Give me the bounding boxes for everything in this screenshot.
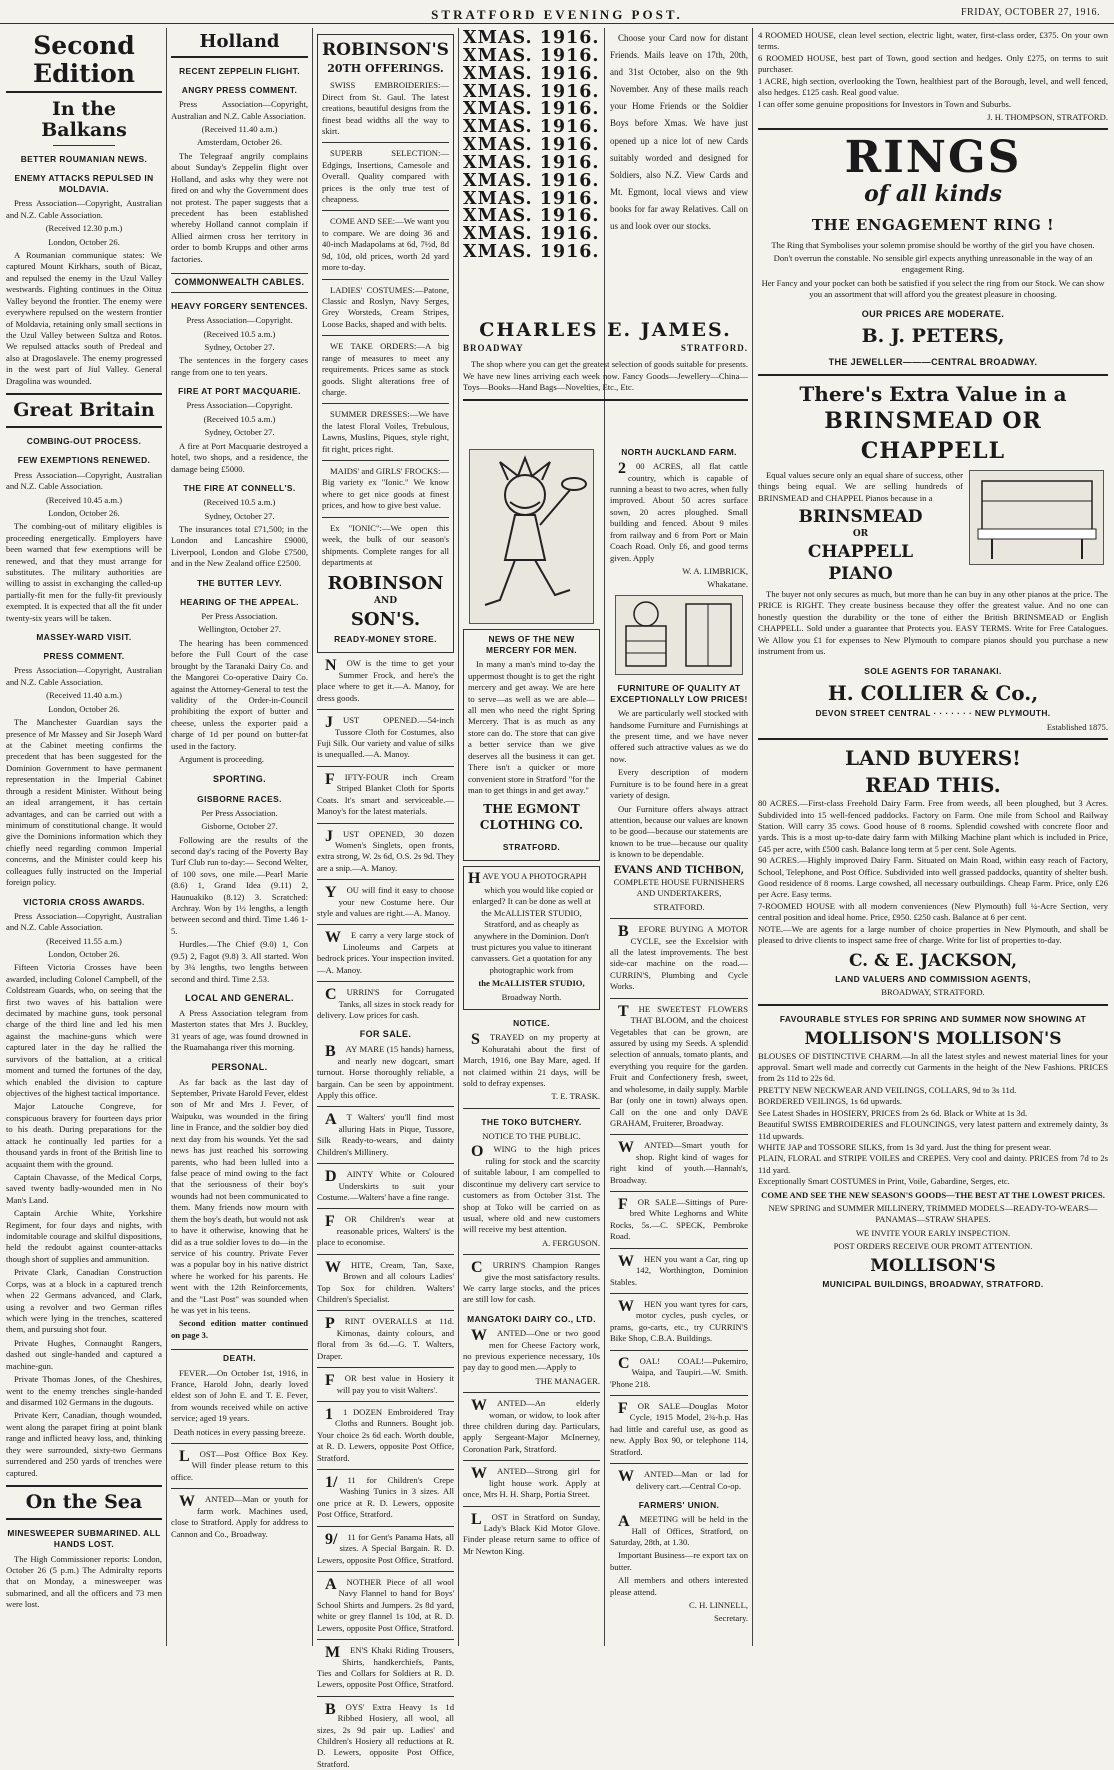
value-heading: There's Extra Value in a	[799, 381, 1067, 406]
photo-heading: HAVE YOU A PHOTOGRAPH	[468, 870, 587, 888]
subhead: PERSONAL.	[211, 1061, 268, 1072]
ring-body: Don't overrun the constable. No sensible girl expects anything unreasonable in the way of an engagement Ring.	[773, 252, 1093, 275]
divider	[463, 1506, 600, 1507]
classified-ad: WANTED—Strong girl for light house work. Apply at once, Mrs H. H. Sharp, Portia Street.	[463, 1465, 600, 1500]
ring-body: Her Fancy and your pocket can both be satisfied if you select the ring from our Stock. We can show you an assortment that will afford you the greatest pleasure in choosing.	[761, 277, 1105, 300]
mercery-body: In many a man's mind to-day the uppermost thought is to get the right mercery and get away. We are here to serve—as well as we are able—all men who need the right Spring Mercery. That is as much as any store can do. The store that can give a better service than we give deserves all the business it can get. There isn't a quicker or more convenient store in Stratford "for the man to get things in and get away."	[468, 659, 595, 795]
article-body: The hearing has been commenced before the Full Court of the case brought by the Taranaki Dairy Co. and the Mangorei Co-operative Dairy Co. against the Attorney-General to test the validity of the Order-in-Council prohibiting the export of butter and cheese, unless the exporter paid a charge of 1d per pound on butter-fat used in the factory.	[171, 637, 308, 751]
robinsons-subheading: 20TH OFFERINGS.	[327, 61, 444, 75]
article-body: The Telegraaf angrily complains about Sunday's Zeppelin flight over Holland, and asks why they were not fired on and why the Government does not protest. The paper suggests that a precedent has been established whereby Holland cannot complain if Allied airmen cross her territory in order to bomb Krupps and other arms factories.	[171, 150, 308, 264]
divider	[610, 1395, 748, 1396]
store-label: READY-MONEY STORE.	[334, 634, 437, 645]
edition-heading: Second Edition	[6, 32, 162, 93]
subhead: FARMERS' UNION.	[638, 1499, 720, 1510]
continued-note: Second edition matter continued on page 3.	[171, 1318, 308, 1340]
credit-line: Press Association—Copyright, Australian and N.Z. Cable Association.	[6, 910, 162, 933]
classified-ad: FOR SALE—Sittings of Pure-bred White Leghorns and White Rocks, 5s.—C. SPECK, Pembroke Road.	[610, 1196, 748, 1242]
robinson-sons: SON'S.	[350, 609, 421, 631]
james-street: BROADWAY	[463, 343, 524, 354]
received-line: (Received 10.5 a.m.)	[203, 497, 276, 508]
evans-town: STRATFORD.	[653, 901, 705, 912]
xmas-line: XMAS. 1916.	[463, 152, 600, 173]
article-body: Every description of modern Furniture is to be found here in a great variety of design.	[610, 767, 748, 801]
xmas-line: XMAS. 1916.	[463, 117, 600, 138]
moderate-label: OUR PRICES ARE MODERATE.	[861, 308, 1005, 319]
divider	[610, 1248, 748, 1249]
classified-ad: OWING to the high prices ruling for stock and the scarcity of suitable labour, I am compelled to discontinue my delivery cart service to customers as from October 31st. The shop at Toko will be carried on as usual, where old and new customers will receive my best attention.	[463, 1143, 600, 1235]
holland-heading: Holland	[171, 32, 308, 58]
article-body: Our Furniture offers always attract attention, because our values are known to be good—because our statements are known to be true—because our quality is known to be dependable.	[610, 803, 748, 860]
jackson-name: C. & E. JACKSON,	[848, 950, 1018, 971]
xmas-line: XMAS. 1916.	[463, 28, 600, 48]
divider	[463, 1460, 600, 1461]
divider	[317, 1526, 454, 1527]
dateline: London, October 26.	[48, 703, 120, 714]
column-rule	[166, 28, 167, 1646]
column-6	[758, 30, 1108, 1645]
xmas-line: XMAS. 1916.	[463, 170, 600, 191]
classified-ad: FOR best value in Hosiery it will pay you to visit Walters'.	[325, 1372, 454, 1395]
engagement-heading: THE ENGAGEMENT RING !	[811, 215, 1055, 234]
collier-address: DEVON STREET CENTRAL · · · · · · · NEW PLYMOUTH.	[815, 708, 1051, 719]
xmas-line: XMAS. 1916.	[463, 81, 600, 102]
column-rule	[458, 28, 459, 1646]
credit-line: Press Association—Copyright.	[186, 315, 293, 326]
subhead: PRESS COMMENT.	[43, 651, 125, 662]
mollison-body: BLOUSES OF DISTINCTIVE CHARM.—In all the latest styles and newest material lines for your approval. Smart well made and correctly cut Garments in the height of the New Fashions. PRICES from 2s 11d to 22s 6d. PRETTY NEW NECKWEAR AND VEILINGS, COLLARS, 9d to 3s 11d. BORDERED VEILINGS, 1s 6d upwards. See Latest Shades in HOSIERY, PRICES from 2s 6d. Black or White at 1s 3d. Beautiful SWISS EMBROIDERIES and FLOUNCINGS, very latest pattern and extremely dainty, 3s 11d upwards. WHITE JAP and TOSSORE SILKS, from 1s 3d yard. Just the thing for present wear. PLAIN, FLORAL and STRIPE VOILES and CREPES. Very cool and dainty. PRICES from 7d to 2s 11d yard. Exceptionally Smart COSTUMES in Print, Voile, Gabardine, Serges, etc.	[758, 1050, 1108, 1187]
article-body: We are particularly well stocked with handsome Furniture and Furnishings at the present time, and we have never offered such attractive values as we do now.	[610, 708, 748, 764]
robinson-name: ROBINSON	[327, 573, 444, 595]
subhead: MINESWEEPER SUBMARINED. ALL HANDS LOST.	[7, 1528, 161, 1550]
divider	[322, 210, 449, 211]
article-body: The Manchester Guardian says the presence of Mr Massey and Sir Joseph Ward at the Cabinet meeting confirms the precedent that has been suggested for the Dominion Government to have permanent representation in the Imperial Cabinet through a resident Minister. Without being an ideal arrangement, it has certain advantages, and can be carried out with a minimum of constitutional change. It would give the Dominions information which they chiefly need regarding common Imperial concerns, and the Minister could keep his colleagues fully instructed on the Imperial foreign policy.	[6, 717, 162, 888]
classified-ad: BOYS' Extra Heavy 1s 1d Ribbed Hosiery, all wool, all sizes, 2s 9d pair up. Ladies' and Children's Hosiery all reductions at R. D. Lewers, opposite Post Office, Stratford.	[317, 1700, 454, 1769]
james-body: The shop where you can get the greatest selection of goods suitable for presents. We have new lines arriving each week now. Fancy Goods—Jewellery—China—Toys—Books—Hand Bags—Novelties, Etc., Etc.	[463, 359, 748, 393]
house-ads: 4 ROOMED HOUSE, clean level section, electric light, water, first-class order, £375. On your own terms. 6 ROOMED HOUSE, best part of Town, good section and hedges. Only £275, on terms to suit purchaser. 1 ACRE, high section, overlooking the Town, healthiest part of the Borough, level, and well fenced, also hedges. £125 cash. Real good value. I can offer some genuine propositions for Investors in Town and Suburbs.	[758, 30, 1108, 109]
divider	[317, 1401, 454, 1402]
classified-ad: DAINTY White or Coloured Underskirts to suit your Costume.—Walters' have a fine range.	[317, 1168, 454, 1203]
divider	[317, 1696, 454, 1697]
divider	[317, 1208, 454, 1209]
collier-name: H. COLLIER & Co.,	[827, 680, 1039, 705]
classified-ad: FOR SALE—Douglas Motor Cycle, 1915 Model, 2¾-h.p. Has had little and careful use, as good as new. Apply Box 90, or telephone 114, Stratford.	[610, 1399, 748, 1457]
classified-ad: YOU will find it easy to choose your new Costume here. Our style and values are right.—A. Manoy.	[317, 884, 454, 919]
ad-item: MAIDS' and GIRLS' FROCKS:—Big variety ex "Ionic." We know where to get nice goods at finest prices, and how to give best value.	[322, 466, 449, 511]
subhead: NORTH AUCKLAND FARM.	[621, 447, 737, 457]
received-line: (Received 10.5 a.m.)	[203, 328, 276, 339]
subhead: FIRE AT PORT MACQUARIE.	[178, 386, 301, 397]
classified-ad: WANTED—An elderly woman, or widow, to look after three children during day. Particulars, apply Sergeant-Major McInerney, Coronation Park, Stratford.	[463, 1397, 600, 1454]
received-line: (Received 10.5 a.m.)	[203, 413, 276, 424]
article-body: Hurdles.—The Chief (9.0) 1, Con (9.5) 2, Fagot (9.8) 3. All started. Won by 3¼ lengths, two lengths between second and third. Time 2.53.	[171, 939, 308, 984]
subhead: DEATH.	[171, 1349, 308, 1364]
photo-body: which you would like copied or enlarged? It can be done as well at the McALLISTER STUDIO, Stratford, and as cheaply as anywhere in the Dominion. Don't trust pictures you value to itinerant canvassers. Get a quotation for any photographic work from	[471, 884, 594, 975]
classified-ad: WHEN you want tyres for cars, motor cycles, push cycles, or prams, go-carts, etc., try CURRIN'S Bike Shop, C.B.A. Buildings.	[610, 1298, 748, 1344]
evans-sub: COMPLETE HOUSE FURNISHERS AND UNDERTAKERS,	[613, 876, 745, 899]
ring-body: The Ring that Symbolises your solemn promise should be worthy of the girl you have chosen.	[771, 239, 1095, 250]
classified-ad: ANOTHER Piece of all wool Navy Flannel to hand for Boys' School Shirts and Jumpers. 2s 8d yard, white or grey flannel 1s 10d, at R. D. Lewers, opposite Post Office, Stratford.	[317, 1575, 454, 1633]
divider	[610, 998, 748, 999]
classified-ad: WANTED—One or two good men for Cheese Factory work, no previous experience necessary, 10s pay day to good men.—Apply to	[463, 1327, 600, 1373]
signature: J. H. THOMPSON, STRATFORD.	[987, 111, 1108, 122]
divider	[463, 399, 748, 401]
article-body: A fire at Port Macquarie destroyed a hotel, two shops, and a residence, the damage being £5000.	[171, 440, 308, 474]
xmas-list	[463, 30, 600, 340]
piano-brand: PIANO	[828, 564, 893, 585]
dateline: Sydney, October 27.	[204, 427, 275, 438]
column-rule	[604, 28, 605, 1646]
article-body: Private Hughes, Connaught Rangers, dashed out single-handed and captured a machine-gun.	[6, 1337, 162, 1371]
jester-icon	[470, 450, 595, 625]
article-body: Argument is proceeding.	[179, 754, 265, 765]
divider	[758, 128, 1108, 130]
classified-ad: AT Walters' you'll find most alluring Hats in Pique, Tussore, Silk Ready-to-wears, and dainty Children's Millinery.	[317, 1111, 454, 1157]
ad-item: SUMMER DRESSES:—We have the latest Floral Voiles, Trebulous, Lawns, Muslins, Piques, style right, fit right, prices right.	[322, 409, 449, 454]
subhead: FOR SALE.	[359, 1029, 412, 1040]
ad-item: COME AND SEE:—We want you to compare. We are doing 36 and 40-inch Madapolams at 6d, 7½d, 8d 9d, 10d, old prices, worth 2d yard more to-day.	[322, 216, 449, 273]
classified-ad: CURRIN'S Champion Ranges give the most satisfactory results. We carry large stocks, and the prices are still low for cash.	[463, 1259, 600, 1305]
signature: THE MANAGER.	[535, 1375, 600, 1386]
article-body: The sentences in the forgery cases range from one to ten years.	[171, 355, 308, 377]
classified-ad: COAL! COAL!—Pukemiro, Waipa, and Taupiri.—W. Smith. 'Phone 218.	[610, 1354, 748, 1389]
classified-ad: AMEETING will be held in the Hall of Offices, Stratford, on Saturday, 28th, at 1.30.	[610, 1513, 748, 1547]
divider	[758, 1004, 1108, 1006]
agents-line: SOLE AGENTS FOR TARANAKI.	[864, 665, 1002, 676]
subhead: NOTICE.	[513, 1018, 550, 1029]
classified-ad: JUST OPENED.—54-inch Tussore Cloth for Costumes, also Fuji Silk. Our variety and value of silks is unequalled.—A. Manoy.	[317, 714, 454, 760]
land-body: 80 ACRES.—First-class Freehold Dairy Farm. Free from weeds, all been ploughed, but 3 Acres. Subdivided into 15 well-fenced paddocks. Factory on Farm. One mile from School and Railway Station. Will carry 35 cows. Good house of 8 rooms. Splendid cowshed with concrete floor and yards. This is a most up-to-date dairy farm with Milking Machine plant which is included in Price, £45 per acre, with £500 cash. Balance long term at 5 per cent. Sole Agents. 90 ACRES.—Highly improved Dairy Farm. Situated on Main Road, within easy reach of Factory, School, Telephone, and Post Office. Subdivided into well grassed paddocks, quantity of shelter bush. Good residence of 8 rooms. Large cowshed, all necessary outbuildings. Cheap Farm. Price, only £26 per Acre. Easy terms. 7-ROOMED HOUSE with all modern conveniences (New Plymouth) full ¼-Acre Section, very central position and ideal home. Price, £950. £250 cash. Balance at 6 per cent. NOTE.—We are agents for a large number of choice properties in New Plymouth, and shall be pleased to drive clients to inspect same free of charge. Write for list of properties to-day.	[758, 798, 1108, 946]
evans-name: EVANS AND TICHBON,	[613, 864, 745, 876]
subhead: GISBORNE RACES.	[197, 793, 282, 804]
furniture-illustration	[615, 595, 743, 675]
article-body: The insurances total £71,500; in the London and Lancashire £9000, Liverpool, London and Globe £7500, and in the New Zealand office £2500.	[171, 524, 308, 569]
subhead: HEARING OF THE APPEAL.	[180, 596, 299, 607]
signature: C. H. LINNELL,	[689, 1600, 748, 1611]
divider	[171, 1488, 308, 1489]
subhead: ANGRY PRESS COMMENT.	[181, 84, 298, 95]
ad-item: SWISS EMBROIDERIES:—Direct from St. Gaul. The latest creations, beautiful designs from the finest bead widths all the way to skirt.	[322, 80, 449, 136]
divider	[317, 1639, 454, 1640]
subhead: COMMONWEALTH CABLES.	[171, 273, 308, 293]
divider	[610, 1191, 748, 1192]
robinsons-heading: ROBINSON'S	[322, 40, 449, 60]
column-1	[6, 30, 162, 1645]
article-body: Important Business—re export tax on butter.	[610, 1550, 748, 1572]
article-body: Private Clark, Canadian Construction Corps, was at a block in a captured trench when 22 Germans advanced, and Clark, using a revolver and two German rifles which were lying in the trenches, scattered them, and pursuing shot four.	[6, 1267, 162, 1335]
divider	[317, 981, 454, 982]
divider	[322, 460, 449, 461]
xmas-line: XMAS. 1916.	[463, 188, 600, 209]
divider	[463, 1392, 600, 1393]
dateline: Sydney, October 27.	[204, 510, 275, 521]
classified-ad: LOST in Stratford on Sunday, Lady's Black Kid Motor Glove. Finder please return same to office of Mr Newton King.	[463, 1510, 600, 1556]
piano-brand: BRINSMEAD	[798, 507, 923, 528]
classified-ad: STRAYED on my property at Kohuratahi about the first of March, 1916, one Bay Mare, aged. If not claimed within 21 days, will be sold to defray expenses.	[463, 1031, 600, 1088]
subhead: COMBING-OUT PROCESS.	[26, 436, 142, 447]
divider	[322, 403, 449, 404]
dateline: Wellington, October 27.	[198, 624, 281, 635]
subhead: MANGATOKI DAIRY CO., LTD.	[467, 1313, 596, 1324]
robinson-and: AND	[373, 596, 397, 607]
divider	[758, 738, 1108, 740]
furniture-icon	[616, 596, 744, 676]
classified-ad: NOW is the time to get your Summer Frock, and here's the place where to get it.—A. Manoy, for dress goods.	[317, 657, 454, 703]
mollison-invite: WE INVITE YOUR EARLY INSPECTION.	[855, 1227, 1011, 1238]
article-body: The combing-out of military eligibles is proceeding energetically. Employers have been warned that few exemptions will be renewed, and that they must arrange for substitutes. The military authorities are willing to assist in exchanging the called-up partially-fit men for the fully-fit previously exempted. It is expected that all the fit under twenty-six years will be taken.	[6, 521, 162, 623]
photo-address: Broadway North.	[501, 991, 562, 1002]
article-body: A Roumanian communique states: We captured Mount Kirkhars, south of Bicaz, and repulsed the enemy in the Uzul Valley westwards. Fighting continues in the Oituz Valley beyond the frontier. The enemy were everywhere repulsed on the western frontier of Moldavia, retaining only small sections in the Uzul Valley between Sultza and Rotos. We repulsed attacks south of Predeal and also at Dragoslavele. The enemy progressed in the west part of Jiul Valley. General Dragolina was wounded.	[6, 249, 162, 386]
received-line: (Received 12.30 p.m.)	[45, 223, 123, 234]
divider	[610, 1463, 748, 1464]
column-rule	[752, 28, 753, 1646]
death-notice: FEVER.—On October 1st, 1916, in France, Harold John, dearly loved eldest son of John E. and T. E. Fever, from wounds received while on active service; aged 19 years.	[171, 1367, 308, 1424]
divider	[171, 1443, 308, 1444]
signature: W. A. LIMBRICK,	[682, 565, 748, 576]
piano-brand: CHAPPELL	[807, 541, 914, 562]
dateline: London, October 26.	[48, 507, 120, 518]
subhead: HEAVY FORGERY SENTENCES.	[171, 301, 308, 312]
subhead: FURNITURE OF QUALITY AT EXCEPTIONALLY LOW PRICES!	[610, 682, 748, 704]
xmas-line: XMAS. 1916.	[463, 45, 600, 66]
classified-ad: WANTED—Man or youth for farm work. Machines used, close to Stratford. Apply for address to Cannon and Co., Broadway.	[171, 1493, 308, 1539]
classified-ad: PRINT OVERALLS at 11d. Kimonas, dainty colours, and floral from 3s 6d.—G. T. Walters, Draper.	[317, 1315, 454, 1361]
xmas-line: XMAS. 1916.	[463, 63, 600, 84]
classified-ad: WHEN you want a Car, ring up 142, Worthington, Dominion Stables.	[610, 1252, 748, 1287]
article-body: The High Commissioner reports: London, October 26 (5 p.m.) The Admiralty reports that on Monday, a minesweeper was submarined, and all the officers and 73 men were lost.	[6, 1553, 162, 1610]
divider	[317, 709, 454, 710]
piano-brand: OR	[852, 528, 869, 539]
divider	[317, 1254, 454, 1255]
article-body: Captain Chavasse, of the Medical Corps, saved twenty badly-wounded men in No Man's Land.	[6, 1171, 162, 1205]
subhead: ENEMY ATTACKS REPULSED IN MOLDAVIA.	[14, 172, 154, 195]
jackson-address: BROADWAY, STRATFORD.	[881, 987, 985, 998]
divider	[317, 823, 454, 824]
egmont-town: STRATFORD.	[502, 842, 561, 853]
jackson-sub: LAND VALUERS AND COMMISSION AGENTS,	[835, 974, 1031, 985]
divider	[322, 517, 449, 518]
classified-ad: 11 DOZEN Embroidered Tray Cloths and Runners. Bought job. Your choice 2s 6d each. Worth double, at R. D. Lewers, opposite Post Office, Stratford.	[317, 1405, 454, 1463]
divider	[610, 1293, 748, 1294]
classified-ad: THE SWEETEST FLOWERS THAT BLOOM, and the choicest Vegetables that can be grown, are assured by using my Seeds. A splendid selection of annuals, tomato plants, and everything you require for the garden. Fruit and Confectionery fresh, sweet, and wholesome, in daily supply. Marble Bar (only one in town) always open. Call on the one and only DAVE GRAHAM, Fruiterer, Broadway.	[610, 1002, 748, 1128]
received-line: (Received 11.40 a.m.)	[201, 123, 278, 134]
article-body: Following are the results of the second day's racing of the Poverty Bay Turf Club run to-day:— Second Welter, of 100 sovs, one mile.—Pearl Marie (8.6) 1, Grand Idea (9.11) 2, Haunuakiko (8.12) 3. Scratched: Archray. Won by 1½ lengths, a length between second and third. Time 1.46 1-5.	[171, 834, 308, 936]
divider	[317, 924, 454, 925]
mollison-heading: FAVOURABLE STYLES FOR SPRING AND SUMMER NOW SHOWING AT	[779, 1013, 1087, 1024]
classified-ad: BEFORE BUYING A MOTOR CYCLE, see the Excelsior with all the latest improvements. The best side-car machine on the road.—CURRIN'S, Plumbing and Cycle Works.	[610, 923, 748, 992]
divider	[610, 1134, 748, 1135]
ad-item: WE TAKE ORDERS:—A big range of measures to meet any requirements. Prices same as stock goods. Slight alterations free of charge.	[322, 341, 449, 397]
received-line: (Received 11.55 a.m.)	[46, 935, 122, 946]
mollison-address: MUNICIPAL BUILDINGS, BROADWAY, STRATFORD.	[822, 1279, 1044, 1290]
jeweller-line: THE JEWELLER———CENTRAL BROADWAY.	[828, 356, 1038, 367]
ad-item: SUPERB SELECTION:—Edgings, Insertions, Camesole and Overall. Quality compared with prices is the only true test of cheapness.	[322, 148, 449, 205]
divider	[317, 1106, 454, 1107]
photo-studio: the McALLISTER STUDIO,	[478, 978, 585, 989]
piano-body: The buyer not only secures as much, but more than he can buy in any other pianos at the price. The PRICE is RIGHT. They create business because they offer the greatest value. And no one can honestly question the durability or the tone of either the British BRINSMEAD or English CHAPPELL. Sold under a guarantee that Protects you. EASY TERMS. Write for Free Catalogues. We Allow you £1 for expenses to New Plymouth to compare pianos should you purchase a new instrument from us.	[758, 589, 1108, 657]
classified-ad: WE carry a very large stock of Linoleums and Carpets at bedrock prices. Your inspection invited.—A. Manoy.	[317, 929, 454, 975]
piano-icon	[970, 471, 1105, 566]
subhead: VICTORIA CROSS AWARDS.	[23, 896, 145, 907]
xmas-line: XMAS. 1916.	[463, 242, 600, 263]
ad-item: LADIES' COSTUMES:—Patone, Classic and Roslyn, Navy Serges, Grey Worsteds, Cream Stripes, Loose Backs, shaped and with belts.	[322, 284, 449, 329]
subhead: MASSEY-WARD VISIT.	[36, 632, 132, 643]
sea-heading: On the Sea	[6, 1485, 162, 1520]
xmas-line: XMAS. 1916.	[463, 206, 600, 227]
article-body: All members and others interested please attend.	[610, 1575, 748, 1597]
divider	[322, 335, 449, 336]
divider	[610, 918, 748, 919]
signature: Whakatane.	[707, 579, 748, 590]
james-town: STRATFORD.	[680, 343, 748, 354]
subhead: NOTICE TO THE PUBLIC.	[482, 1131, 581, 1141]
signature: Secretary.	[713, 1613, 748, 1624]
credit-line: Press Association—Copyright.	[186, 400, 293, 411]
divider	[322, 142, 449, 143]
article-body: Fifteen Victoria Crosses have been awarded, including Colonel Campbell, of the Coldstream Guards, who, on seeing that the first two waves of his battalion were decimated by machine guns, took personal charge of the third line and led his men against the machine-guns which were captured later in the day he rallied the survivors of the battalion, at a critical moment and turned the fortunes of the day, which enabled the division to capture objectives of the highest tactical importance.	[6, 962, 162, 1098]
divider	[317, 1367, 454, 1368]
article-body: Captain Archie White, Yorkshire Regiment, for four days and nights, with indomitable courage and skilful dispositions, held the redoubt against counter-attacks though short of supplies and ammunition.	[6, 1208, 162, 1264]
dateline: London, October 26.	[48, 948, 120, 959]
piano-intro: Equal values secure only an equal share of success, other things being equal. We are selling hundreds of BRINSMEAD and CHAPPEL Pianos because in a	[758, 469, 963, 503]
egmont-name: THE EGMONT CLOTHING CO.	[479, 802, 584, 833]
article-body: As far back as the last day of September, Private Harold Fever, eldest son of Mr and Mrs J. Fever, of Waipuku, was wounded in the firing line in France, and the soldier boy died next day from his wounds. Yet the sad news has just reached his sorrowing parents, who had been lulled into a false peace of mind owing to the fact that the seriousness of their boy's wounds had not been communicated to them. Many friends now mourn with them the boy's death, but would not ask to have it otherwise, knowing that he did as a true soldier loves to do—in the service of his country. Private Fever was a popular boy in his native district where he worked for his parents. He went with the 12th Reinforcements, and the "Last Post" was sounded when he was yet in his teens.	[171, 1076, 308, 1316]
column-3	[317, 30, 454, 1769]
divider	[463, 1254, 600, 1255]
mollison-post: POST ORDERS RECEIVE OUR PROMT ATTENTION.	[833, 1241, 1033, 1252]
received-line: (Received 10.45 a.m.)	[45, 494, 123, 505]
britain-heading: Great Britain	[6, 393, 162, 428]
signature: T. E. TRASK.	[551, 1091, 600, 1102]
classified-ad: 200 ACRES, all flat cattle country, which is capable of running a beast to two acres, when fully improved. About 50 acres surface sown, 20 acres ploughed. Small building and fenced. About 9 miles from railway and 6 from Port or Main Coach Road. Only £6, and good terms given. Apply	[610, 460, 748, 563]
column-5	[610, 445, 748, 1645]
james-name: CHARLES E. JAMES.	[479, 319, 732, 341]
mollison-title: MOLLISON'S MOLLISON'S	[804, 1028, 1062, 1049]
divider	[463, 1108, 600, 1109]
jester-illustration	[469, 449, 594, 624]
divider	[317, 1571, 454, 1572]
signature: A. FERGUSON.	[541, 1237, 600, 1248]
subhead: RECENT ZEPPELIN FLIGHT.	[179, 65, 300, 76]
subhead: SPORTING.	[212, 773, 267, 784]
dateline: Gisborne, October 27.	[201, 821, 278, 832]
note: Death notices in every passing breeze.	[173, 1426, 306, 1437]
divider	[317, 1310, 454, 1311]
subhead: THE FIRE AT CONNELL'S.	[183, 483, 296, 493]
credit-line: Press Association—Copyright, Australian and N.Z. Cable Association.	[6, 665, 162, 687]
mollison-cta: COME AND SEE THE NEW SEASON'S GOODS—THE BEST AT THE LOWEST PRICES.	[761, 1189, 1105, 1200]
james-ad	[463, 318, 748, 438]
classified-ad: WANTED—Man or lad for delivery cart.—Central Co-op.	[618, 1468, 748, 1491]
brinsmead-heading: BRINSMEAD OR CHAPPELL	[824, 408, 1042, 464]
xmas-notes	[610, 30, 748, 340]
rings-title: RINGS	[844, 132, 1022, 184]
xmas-line: XMAS. 1916.	[463, 99, 600, 120]
divider	[610, 1350, 748, 1351]
land-heading: LAND BUYERS!	[845, 745, 1021, 770]
dateline: Sydney, October 27.	[204, 342, 275, 353]
column-rule	[312, 28, 313, 1646]
credit-line: Press Association—Copyright, Australian and N.Z. Cable Association.	[6, 469, 162, 492]
classified-ad: JUST OPENED, 30 dozen Women's Singlets, open fronts, extra strong, W. 2s 6d, O.S. 2s 9d. They are a snip.—A. Manoy.	[317, 827, 454, 873]
dateline: London, October 26.	[48, 236, 120, 247]
article-body: Major Latouche Congreve, for conspicuous bravery for fourteen days prior to his death. During preparations for the attack he continually led parties for a thousand yards in front of the British line to acquaint them with the ground.	[6, 1101, 162, 1169]
mercery-heading: NEWS OF THE NEW MERCERY FOR MEN.	[485, 634, 578, 656]
established-line: Established 1875.	[1046, 721, 1108, 732]
column-2	[171, 30, 308, 1645]
credit-line: Per Press Association.	[201, 611, 278, 622]
xmas-line: XMAS. 1916.	[463, 135, 600, 156]
credit-line: Press Association—Copyright, Australian and N.Z. Cable Association.	[6, 198, 162, 220]
rings-subtitle: of all kinds	[864, 181, 1002, 208]
subhead: THE BUTTER LEVY.	[196, 577, 283, 588]
newspaper-title: STRATFORD EVENING POST.	[431, 7, 683, 22]
classified-ad: FOR Children's wear at reasonable prices, Walters' is the place to economise.	[317, 1213, 454, 1248]
issue-date: FRIDAY, OCTOBER 27, 1916.	[960, 7, 1100, 18]
classified-ad: WHITE, Cream, Tan, Saxe, Brown and all colours Ladies' Top Sox for children. Walters' Children's Specialist.	[317, 1258, 454, 1304]
dateline: Amsterdam, October 26.	[197, 137, 282, 148]
subhead: FEW EXEMPTIONS RENEWED.	[17, 455, 151, 466]
classified-ad: 1/11 for Children's Crepe Washing Tunics in 3 sizes. All one price at R. D. Lewers, opposite Post Office, Stratford.	[317, 1474, 454, 1520]
divider	[322, 279, 449, 280]
divider	[317, 766, 454, 767]
article-body: A Press Association telegram from Masterton states that Mrs J. Buckley, 31 years of age, was found drowned in the Ruamahanga river this morning.	[171, 1007, 308, 1053]
divider	[317, 1469, 454, 1470]
xmas-card-notice: Choose your Card now for distant Friends. Mails leave on 17th, 20th, and 31st October, also on the 9th November. Any of these mails reach your Home Friends or the Soldier Boys before Xmas. We have just opened up a nice lot of new Cards suitably worded and designed for Soldiers, also N.Z. View Cards and Mt. Egmont, local views and view books for far away Relatives. Call on us and look over our stocks.	[610, 33, 748, 232]
subhead: THE TOKO BUTCHERY.	[481, 1116, 582, 1127]
divider	[758, 374, 1108, 376]
classified-ad: WANTED—Smart youth for shop. Right kind of wages for right kind of youth.—Hannah's, Broadway.	[610, 1139, 748, 1185]
classified-ad: LOST—Post Office Box Key. Will finder please return to this office.	[171, 1448, 308, 1482]
article-body: Private Thomas Jones, of the Cheshires, went to the enemy trenches single-handed and disarmed 102 Germans in the dugouts.	[6, 1374, 162, 1407]
subhead: BETTER ROUMANIAN NEWS.	[20, 153, 148, 164]
credit-line: Per Press Association.	[201, 807, 278, 818]
balkans-heading: In the Balkans	[41, 98, 127, 141]
peters-name: B. J. PETERS,	[861, 324, 1005, 347]
land-subheading: READ THIS.	[865, 772, 1001, 797]
article-body: Private Kerr, Canadian, though wounded, went along the parapet firing at point blank range and inflicted heavy loss, and, thinking they were surrounded, sixty-two Germans surrendered and 250 yards of trenches were captured.	[6, 1410, 162, 1478]
masthead	[0, 0, 1114, 24]
classified-ad: 9/11 for Gent's Panama Hats, all sizes. A Special Bargain. R. D. Lewers, opposite Post Office, Stratford.	[317, 1530, 454, 1565]
classified-ad: CURRIN'S for Corrugated Tanks, all sizes in stock ready for delivery. Low prices for cash.	[317, 986, 454, 1020]
divider	[317, 879, 454, 880]
divider	[53, 145, 115, 146]
subhead: LOCAL AND GENERAL.	[185, 993, 294, 1003]
mollison-millinery: NEW SPRING and SUMMER MILLINERY, TRIMMED MODELS—READY-TO-WEARS—PANAMAS—STRAW SHAPES.	[768, 1203, 1098, 1225]
xmas-line: XMAS. 1916.	[463, 224, 600, 245]
ad-item: Ex "IONIC":—We open this week, the bulk of our season's shipments. Complete ranges for all departments at	[322, 522, 449, 567]
classified-ad: MEN'S Khaki Riding Trousers, Shirts, handkerchiefs, Pants, Ties and Collars for Soldiers at R. D. Lewers, opposite Post Office, Stratford.	[317, 1644, 454, 1690]
credit-line: Press Association—Copyright, Australian and N.Z. Cable Association.	[171, 99, 308, 121]
column-4	[463, 445, 600, 1645]
divider	[317, 1163, 454, 1164]
classified-ad: BAY MARE (15 hands) harness, and nearly new dogcart, smart turnout. Horse thoroughly reliable, a bargain. Can be seen by appointment. Apply this office.	[317, 1043, 454, 1101]
received-line: (Received 11.40 a.m.)	[46, 690, 122, 701]
piano-illustration	[969, 470, 1104, 565]
mollison-signature: MOLLISON'S	[870, 1255, 996, 1276]
classified-ad: FIFTY-FOUR inch Cream Striped Blanket Cloth for Sports Coats. It's smart and serviceable.—Manoy's for the latest materials.	[317, 770, 454, 817]
